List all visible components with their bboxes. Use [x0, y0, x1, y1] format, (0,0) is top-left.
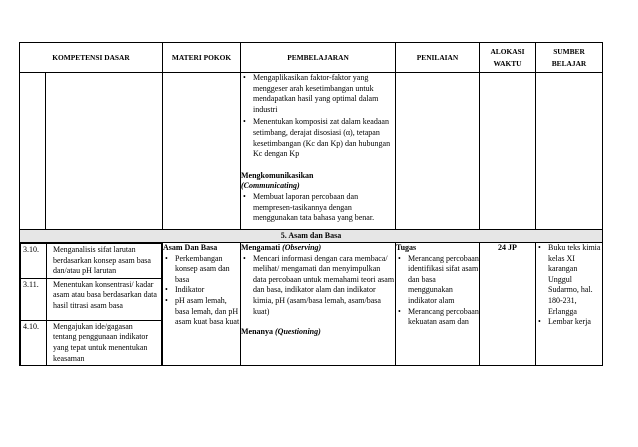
sumber-list [536, 243, 602, 328]
header-sumber: SUMBER BELAJAR [536, 43, 603, 73]
kd-item [21, 244, 162, 279]
header-kd: KOMPETENSI DASAR [20, 43, 163, 73]
penilaian-cell [396, 243, 480, 366]
list-item: • Indikator [163, 285, 240, 296]
kd-empty-cell [20, 73, 163, 230]
mengamati-subtitle: (Observing) [282, 243, 322, 252]
list-item: • Merancang percobaan identifikasi sifat asam dan basa menggunakan indikator alam [396, 254, 479, 307]
kd-cell [20, 243, 163, 366]
list-item: • Merancang percobaan kekuatan asam dan [396, 307, 479, 328]
mengamati-heading [241, 243, 395, 254]
kd-number: 3.10. [21, 244, 47, 279]
menanya-subtitle: (Questioning) [275, 327, 321, 337]
list-item: • Membuat laporan percobaan dan mempresen-tasikannya dengan menggunakan tata bahasa yang benar. [241, 192, 395, 224]
menanya-heading [241, 327, 395, 338]
mengkomunikasikan-subtitle: (Communicating) [241, 181, 300, 191]
header-row [20, 43, 603, 73]
materi-list [163, 254, 240, 328]
alokasi-cell: 24 JP [480, 243, 536, 366]
mengkomunikasikan-list [241, 192, 395, 224]
materi-empty-cell [163, 73, 241, 230]
alokasi-empty-cell [480, 73, 536, 230]
kd-item [21, 320, 162, 365]
kd-text: Menentukan konsentrasi/ kadar asam atau basa berdasarkan data hasil titrasi asam basa [47, 278, 162, 320]
kd-text: Mengajukan ide/gagasan tentang penggunaan indikator yang tepat untuk menentukan keasaman [47, 320, 162, 365]
mengkomunikasikan-title: Mengkomunikasikan [241, 170, 314, 180]
section-row [20, 230, 603, 243]
list-item: • Menentukan komposisi zat dalam keadaan setimbang, derajat disosiasi (α), tetapan kesetimbangan (Kc dan Kp) dan hubungan Kc dengan Kp [241, 117, 395, 159]
kd-text: Menganalisis sifat larutan berdasarkan konsep asam basa dan/atau pH larutan [47, 244, 162, 279]
continuation-row [20, 73, 603, 230]
kd-list [20, 243, 162, 365]
menanya-title: Menanya [241, 327, 273, 337]
materi-cell [163, 243, 241, 366]
pembelajaran-cont-list [241, 73, 395, 160]
penilaian-title: Tugas [396, 243, 417, 252]
pembelajaran-cont-cell [241, 73, 396, 230]
syllabus-table [19, 42, 603, 366]
penilaian-list [396, 254, 479, 328]
header-penilaian: PENILAIAN [396, 43, 480, 73]
penilaian-empty-cell [396, 73, 480, 230]
list-item: • Mengaplikasikan faktor-faktor yang menggeser arah kesetimbangan untuk mendapatkan hasil yang optimal dalam industri [241, 73, 395, 115]
mengamati-title: Mengamati [241, 243, 281, 252]
header-alokasi: ALOKASI WAKTU [480, 43, 536, 73]
list-item: • pH asam lemah, basa lemah, dan pH asam kuat basa kuat [163, 296, 240, 328]
pembelajaran-cell [241, 243, 396, 366]
kd-item [21, 278, 162, 320]
header-pembelajaran: PEMBELAJARAN [241, 43, 396, 73]
list-item: • Lembar kerja [536, 317, 602, 328]
list-item: • Perkembangan konsep asam dan basa [163, 254, 240, 286]
mengamati-list [241, 254, 395, 318]
section-title: 5. Asam dan Basa [20, 230, 603, 243]
sumber-empty-cell [536, 73, 603, 230]
kd-number: 3.11. [21, 278, 47, 320]
header-materi: MATERI POKOK [163, 43, 241, 73]
kd-number: 4.10. [21, 320, 47, 365]
list-item: • Buku teks kimia kelas XI karangan Unggul Sudarmo, hal. 180-231, Erlangga [536, 243, 602, 317]
materi-title: Asam Dan Basa [163, 243, 218, 252]
content-row [20, 243, 603, 366]
list-item: • Mencari informasi dengan cara membaca/ melihat/ mengamati dan menyimpulkan data percobaan untuk memahami teori asam dan basa, indikator alam dan indikator kimia, pH (asam/basa lemah, asam/basa kuat) [241, 254, 395, 318]
sumber-cell [536, 243, 603, 366]
